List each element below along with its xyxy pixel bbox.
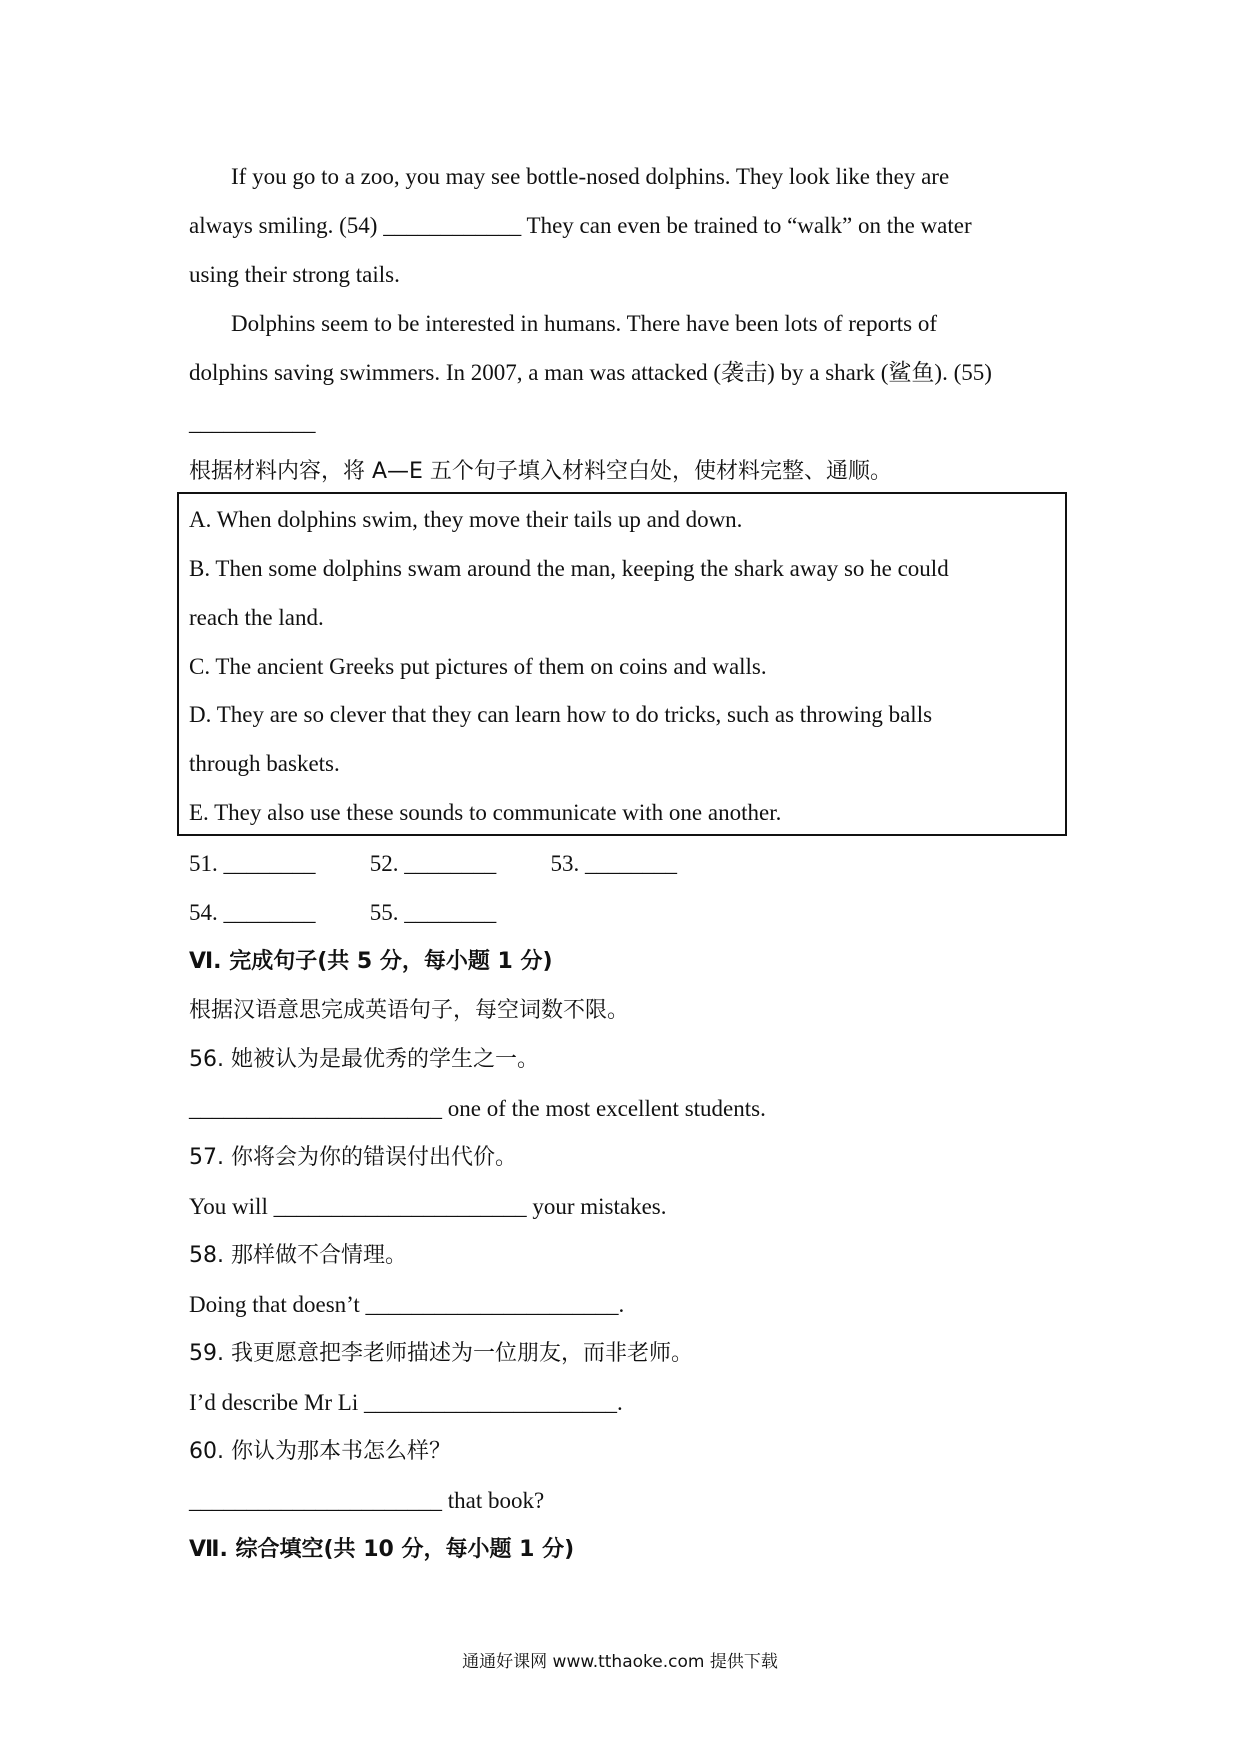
answer-blank-55[interactable]: 55. ________	[369, 900, 497, 925]
section-instruction: 根据汉语意思完成英语句子，每空词数不限。	[189, 998, 630, 1023]
page-footer: 通通好课网 www.tthaoke.com 提供下载	[462, 1652, 778, 1672]
option-d-continued: through baskets.	[189, 751, 340, 776]
question-57-chinese: 57. 你将会为你的错误付出代价。	[189, 1145, 517, 1170]
answer-blank-52[interactable]: 52. ________	[369, 851, 497, 876]
section-heading: Ⅶ. 综合填空(共 10 分，每小题 1 分)	[189, 1537, 575, 1562]
question-59-chinese: 59. 我更愿意把李老师描述为一位朋友，而非老师。	[189, 1341, 693, 1366]
question-60-english[interactable]: ______________________ that book?	[189, 1488, 545, 1513]
option-d: D. They are so clever that they can learn how to do tricks, such as throwing balls	[189, 702, 933, 727]
answer-blank-53[interactable]: 53. ________	[550, 851, 677, 876]
answer-blank-51[interactable]: 51. ________	[189, 851, 316, 876]
question-56-english[interactable]: ______________________ one of the most excellent students.	[189, 1096, 766, 1121]
answer-blanks-row-1	[189, 849, 677, 879]
question-60-chinese: 60. 你认为那本书怎么样？	[189, 1439, 451, 1464]
section-heading: Ⅵ. 完成句子(共 5 分，每小题 1 分)	[189, 949, 553, 974]
question-58-chinese: 58. 那样做不合情理。	[189, 1243, 407, 1268]
passage-paragraph-line: Dolphins seem to be interested in humans. There have been lots of reports of	[231, 311, 938, 336]
option-a: A. When dolphins swim, they move their tails up and down.	[189, 507, 743, 532]
task-instruction: 根据材料内容，将 A—E 五个句子填入材料空白处，使材料完整、通顺。	[189, 459, 892, 484]
option-c: C. The ancient Greeks put pictures of them on coins and walls.	[189, 654, 767, 679]
answer-blank-54[interactable]: 54. ________	[189, 900, 316, 925]
answer-blanks-row-2	[189, 898, 496, 928]
question-57-english[interactable]: You will ______________________ your mistakes.	[189, 1194, 667, 1219]
passage-paragraph-line: always smiling. (54) ____________ They can even be trained to “walk” on the water	[189, 213, 972, 238]
question-56-chinese: 56. 她被认为是最优秀的学生之一。	[189, 1047, 539, 1072]
passage-paragraph-line: using their strong tails.	[189, 262, 400, 287]
passage-paragraph-line: If you go to a zoo, you may see bottle-nosed dolphins. They look like they are	[231, 164, 950, 189]
option-b-continued: reach the land.	[189, 605, 324, 630]
option-e: E. They also use these sounds to communicate with one another.	[189, 800, 782, 825]
question-59-english[interactable]: I’d describe Mr Li ______________________.	[189, 1390, 623, 1415]
option-b: B. Then some dolphins swam around the man, keeping the shark away so he could	[189, 556, 949, 581]
question-58-english[interactable]: Doing that doesn’t ______________________.	[189, 1292, 625, 1317]
passage-blank-line: ___________	[189, 410, 316, 435]
passage-paragraph-line: dolphins saving swimmers. In 2007, a man was attacked (袭击) by a shark (鲨鱼). (55)	[189, 360, 992, 385]
